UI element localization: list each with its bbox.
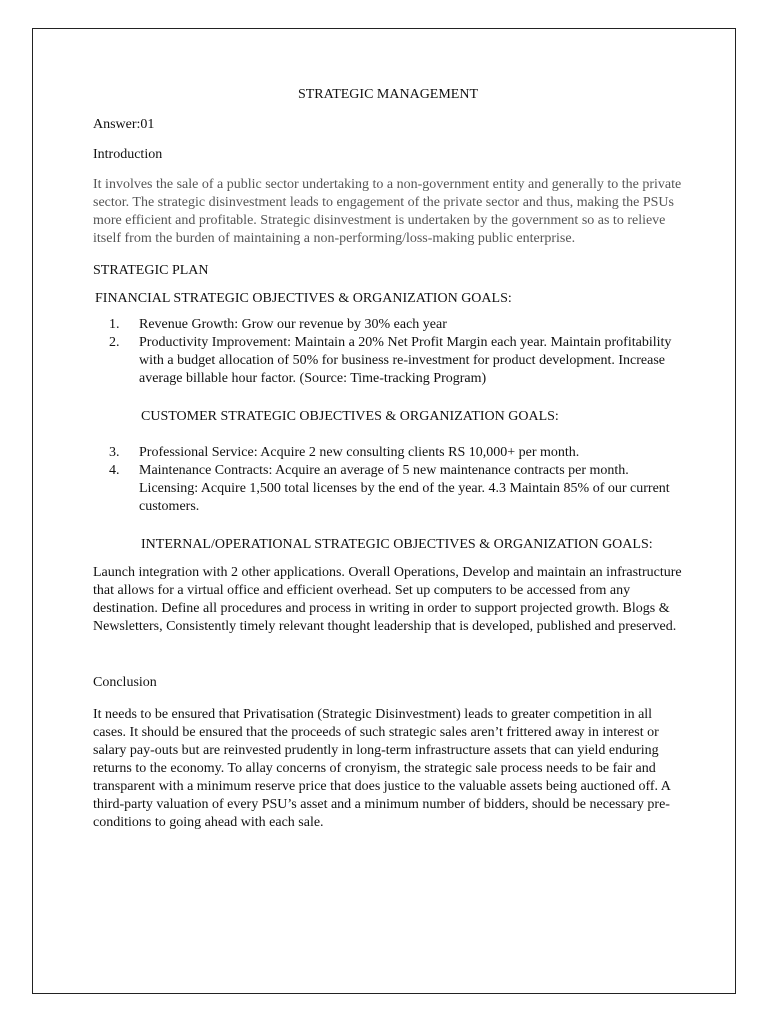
list-text: Maintenance Contracts: Acquire an average of 5 new maintenance contracts per month. Licensing: Acquire 1,500 total licenses by the end of the year. 4.3 Maintain 85% of our current customers. [139, 463, 670, 514]
list-number: 2. [109, 335, 120, 350]
conclusion-heading: Conclusion [93, 675, 157, 690]
customer-heading: CUSTOMER STRATEGIC OBJECTIVES & ORGANIZATION GOALS: [141, 409, 559, 424]
answer-label: Answer:01 [93, 117, 155, 132]
plan-heading: STRATEGIC PLAN [93, 263, 209, 278]
list-text: Professional Service: Acquire 2 new consulting clients RS 10,000+ per month. [139, 445, 580, 460]
intro-heading: Introduction [93, 147, 163, 162]
list-number: 3. [109, 445, 120, 460]
list-item [93, 462, 683, 516]
financial-list [93, 316, 683, 388]
document-title: STRATEGIC MANAGEMENT [297, 87, 479, 102]
document-body [93, 86, 683, 844]
list-text: Productivity Improvement: Maintain a 20% Net Profit Margin each year. Maintain profitability with a budget allocation of 50% for business re-investment for product development. Increase average billable hour factor. (Source: Time-tracking Program) [139, 335, 672, 386]
customer-list [93, 444, 683, 516]
financial-heading: FINANCIAL STRATEGIC OBJECTIVES & ORGANIZATION GOALS: [95, 291, 512, 306]
list-item [93, 316, 683, 334]
conclusion-paragraph: It needs to be ensured that Privatisation (Strategic Disinvestment) leads to greater competition in all cases. It should be ensured that the proceeds of such strategic sales aren’t frittered away in interest or salary pay-outs but are reinvested prudently in long-term infrastructure assets that can yield enduring returns to the economy. To allay concerns of cronyism, the strategic sale process needs to be fair and transparent with a minimum reserve price that does justice to the valuable assets being auctioned off. A third-party valuation of every PSU’s asset and a minimum number of bidders, should be necessary pre-conditions to going ahead with each sale. [93, 707, 671, 830]
list-item [93, 334, 683, 388]
list-number: 1. [109, 317, 120, 332]
list-text: Revenue Growth: Grow our revenue by 30% each year [139, 317, 447, 332]
list-number: 4. [109, 463, 120, 478]
intro-paragraph: It involves the sale of a public sector undertaking to a non-government entity and generally to the private sector. The strategic disinvestment leads to engagement of the private sector and thus, making the PSUs more efficient and profitable. Strategic disinvestment is undertaken by the government so as to relieve itself from the burden of maintaining a non-performing/loss-making public enterprise. [93, 177, 682, 246]
internal-heading: INTERNAL/OPERATIONAL STRATEGIC OBJECTIVES & ORGANIZATION GOALS: [141, 537, 653, 552]
list-item [93, 444, 683, 462]
internal-paragraph: Launch integration with 2 other applications. Overall Operations, Develop and maintain an infrastructure that allows for a virtual office and efficient overhead. Set up computers to be accessed from any destination. Define all procedures and process in writing in order to support projected growth. Blogs & Newsletters, Consistently timely relevant thought leadership that is developed, published and preserved. [93, 565, 682, 634]
